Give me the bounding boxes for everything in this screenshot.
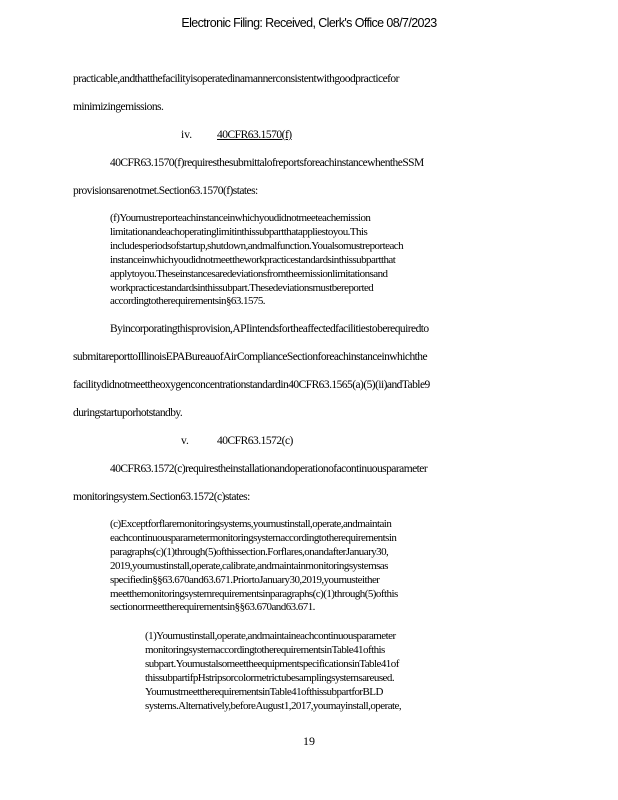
quote2-line: eachcontinuousparametermonitoringsystemaccordingtotherequirementsin — [110, 531, 397, 544]
quote1-line: includesperiodsofstartup,shutdown,andmalfunction.Youalsomustreporteach — [110, 239, 404, 252]
quote3-line: thissubpartifpHstripsorcolormetrictubesamplingsystemsareused. — [145, 671, 395, 684]
page-number: 19 — [303, 734, 315, 748]
para2-line-2: provisionsarenotmet.Section63.1570(f)states: — [73, 185, 258, 197]
para3-line-2: submitareporttoIllinoisEPABureauofAirComplianceSectionforeachinstanceinwhichthe — [73, 351, 428, 363]
quote3-line: monitoringsystemaccordingtotherequirementsinTable41ofthis — [145, 643, 385, 656]
para3-line-1: Byincorporatingthisprovision,APIintendsfortheaffectedfacilitiestoberequiredto — [110, 323, 429, 335]
para2-line-1: 40CFR63.1570(f)requiresthesubmittalofreportsforeachinstancewhentheSSM — [110, 157, 424, 169]
para3-line-4: duringstartuporhotstandby. — [73, 407, 183, 419]
quote2-line: meetthemonitoringsystemrequirementsinparagraphs(c)(1)through(5)ofthis — [110, 587, 398, 600]
quote2-line: specifiedin§§63.670and63.671.PriortoJanuary30,2019,youmusteither — [110, 573, 380, 586]
para4-line-2: monitoringsystem.Section63.1572(c)states: — [73, 491, 250, 503]
quote-1570f — [110, 212, 403, 309]
para3-line-3: facilitydidnotmeettheoxygenconcentrationstandardin40CFR63.1565(a)(5)(ii)andTable9 — [73, 379, 430, 391]
quote2-line: sectionormeettherequirementsin§§63.670and63.671. — [110, 601, 315, 614]
para4-line-1: 40CFR63.1572(c)requirestheinstallationandoperationofacontinuousparameter — [110, 463, 428, 475]
quote3-line: YoumustmeettherequirementsinTable41ofthissubpartforBLD — [145, 685, 383, 698]
quote3-line: (1)Youmustinstall,operate,andmaintaineachcontinuousparameter — [145, 630, 396, 642]
quote2-line: 2019,youmustinstall,operate,calibrate,andmaintainmonitoringsystemsas — [110, 559, 388, 572]
section-iv-title: 40CFR63.1570(f) — [217, 129, 292, 141]
quote-1572c1 — [145, 630, 401, 713]
quote3-line: systems.Alternatively,beforeAugust1,2017,youmayinstall,operate, — [145, 699, 402, 712]
quote1-line: instanceinwhichyoudidnotmeettheworkpracticestandardsinthissubpartthat — [110, 253, 396, 266]
section-v-number: v. — [181, 435, 189, 447]
filing-header: Electronic Filing: Received, Clerk's Office 08/7/2023 — [181, 16, 437, 30]
quote2-line: (c)Exceptforflaremonitoringsystems,youmustinstall,operate,andmaintain — [110, 518, 392, 530]
quote3-line: subpart.YoumustalsomeettheequipmentspecificationsinTable41of — [145, 657, 399, 670]
section-v-title: 40CFR63.1572(c) — [217, 435, 293, 447]
quote1-line: (f)Youmustreporteachinstanceinwhichyoudidnotmeeteachemission — [110, 212, 371, 224]
quote1-line: applytoyou.Theseinstancesaredeviationsfromtheemissionlimitationsand — [110, 267, 388, 280]
para1-line-2: minimizingemissions. — [73, 101, 164, 113]
quote1-line: workpracticestandardsinthissubpart.Thesedeviationsmustbereported — [110, 281, 374, 294]
quote1-line: limitationandeachoperatinglimitinthissubpartthatappliestoyou.This — [110, 225, 368, 238]
quote2-line: paragraphs(c)(1)through(5)ofthissection.Forflares,onandafterJanuary30, — [110, 545, 389, 558]
quote1-line: accordingtotherequirementsin§63.1575. — [110, 295, 265, 308]
quote-1572c — [110, 518, 398, 615]
section-iv-number: iv. — [181, 129, 193, 141]
para1-line-1: practicable,andthatthefacilityisoperatedinamannerconsistentwithgoodpracticefor — [73, 73, 399, 85]
